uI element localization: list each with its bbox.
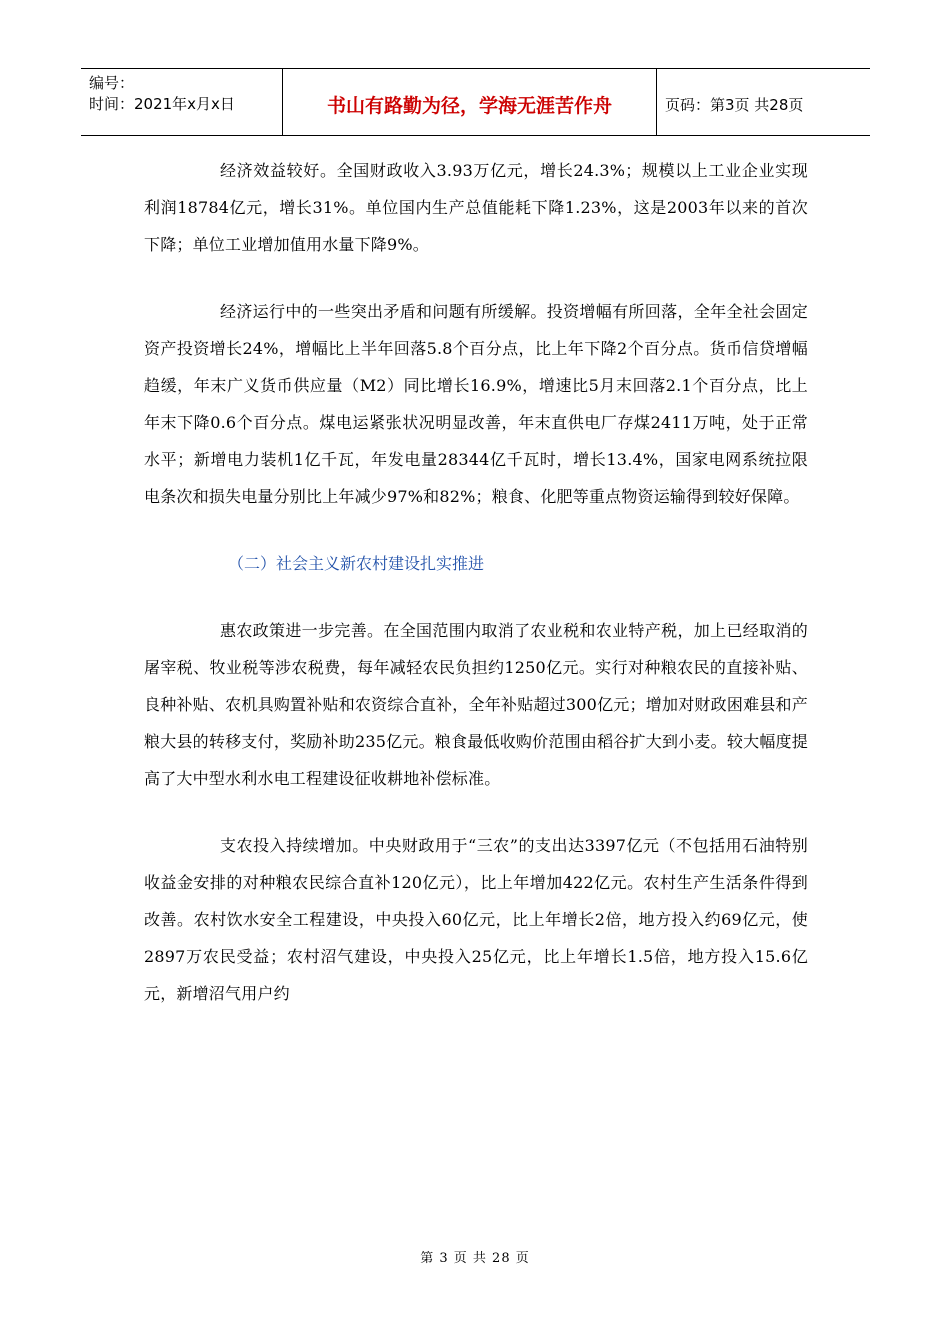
header-motto: 书山有路勤为径，学海无涯苦作舟 bbox=[283, 69, 657, 135]
header-meta-cell bbox=[81, 69, 283, 135]
page-header bbox=[81, 68, 870, 136]
document-date-label: 时间：2021年x月x日 bbox=[89, 95, 235, 113]
paragraph-economic-operation: 经济运行中的一些突出矛盾和问题有所缓解。投资增幅有所回落，全年全社会固定资产投资增长24%，增幅比上半年回落5.8个百分点，比上年下降2个百分点。货币信贷增幅趋缓，年末广义货币供应量（M2）同比增长16.9%，增速比5月末回落2.1个百分点，比上年末下降0.6个百分点。煤电运紧张状况明显改善，年末直供电厂存煤2411万吨，处于正常水平；新增电力装机1亿千瓦，年发电量28344亿千瓦时，增长13.4%，国家电网系统拉限电条次和损失电量分别比上年减少97%和82%；粮食、化肥等重点物资运输得到较好保障。 bbox=[144, 302, 808, 506]
document-number-label: 编号： bbox=[89, 74, 135, 92]
paragraph-economic-benefits: 经济效益较好。全国财政收入3.93万亿元，增长24.3%；规模以上工业企业实现利润18784亿元，增长31%。单位国内生产总值能耗下降1.23%，这是2003年以来的首次下降；单位工业增加值用水量下降9%。 bbox=[144, 161, 808, 254]
paragraph-agricultural-investment: 支农投入持续增加。中央财政用于“三农”的支出达3397亿元（不包括用石油特别收益金安排的对种粮农民综合直补120亿元），比上年增加422亿元。农村生产生活条件得到改善。农村饮水安全工程建设，中央投入60亿元，比上年增长2倍，地方投入约69亿元，使2897万农民受益；农村沼气建设，中央投入25亿元，比上年增长1.5倍，地方投入15.6亿元，新增沼气用户约 bbox=[144, 836, 808, 1003]
paragraph-agricultural-policy: 惠农政策进一步完善。在全国范围内取消了农业税和农业特产税，加上已经取消的屠宰税、牧业税等涉农税费，每年减轻农民负担约1250亿元。实行对种粮农民的直接补贴、良种补贴、农机具购置补贴和农资综合直补，全年补贴超过300亿元；增加对财政困难县和产粮大县的转移支付，奖励补助235亿元。粮食最低收购价范围由稻谷扩大到小麦。较大幅度提高了大中型水利水电工程建设征收耕地补偿标准。 bbox=[144, 621, 808, 788]
document-body bbox=[144, 152, 808, 1012]
section-heading: （二）社会主义新农村建设扎实推进 bbox=[228, 554, 485, 573]
header-page-number: 页码：第3页 共28页 bbox=[665, 95, 804, 114]
page-footer: 第 3 页 共 28 页 bbox=[420, 1251, 530, 1266]
